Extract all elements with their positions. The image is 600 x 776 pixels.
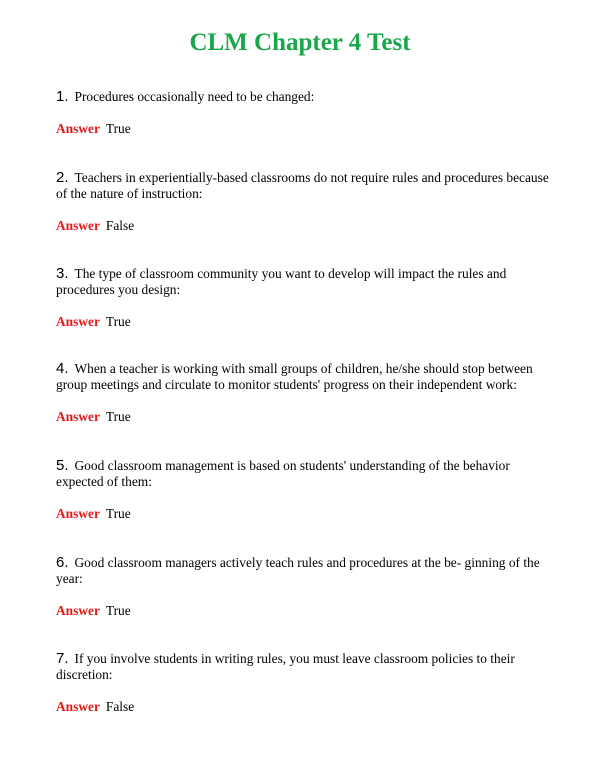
question-text-block: [56, 651, 556, 683]
question-text: Good classroom management is based on students' understanding of the behavior expected of them:: [56, 458, 510, 489]
question-text: If you involve students in writing rules, you must leave classroom policies to their discretion:: [56, 651, 515, 682]
question-number: 4.: [56, 360, 69, 377]
question-text: The type of classroom community you want to develop will impact the rules and procedures you design:: [56, 266, 507, 297]
answer-value: False: [105, 218, 135, 233]
question-text: When a teacher is working with small groups of children, he/she should stop between group meetings and circulate to monitor students' progress on their independent work:: [56, 361, 533, 392]
question-item: [56, 457, 556, 521]
answer-line: [56, 409, 131, 425]
question-item: [56, 88, 556, 136]
answer-line: [56, 603, 131, 619]
question-text-block: [56, 361, 556, 393]
question-text-block: [56, 89, 556, 105]
answer-value: True: [105, 409, 131, 424]
question-number: 1.: [56, 88, 69, 105]
answer-label: Answer: [56, 409, 100, 424]
question-text: Procedures occasionally need to be changed:: [74, 89, 315, 104]
answer-value: True: [105, 506, 131, 521]
answer-label: Answer: [56, 506, 100, 521]
question-text-block: [56, 266, 556, 298]
answer-line: [56, 699, 134, 715]
answer-line: [56, 121, 131, 137]
question-item: [56, 554, 556, 618]
question-text: Good classroom managers actively teach rules and procedures at the be- ginning of the year:: [56, 555, 540, 586]
question-item: [56, 169, 556, 233]
answer-line: [56, 314, 131, 330]
question-item: [56, 265, 556, 329]
answer-line: [56, 506, 131, 522]
question-number: 6.: [56, 554, 69, 571]
answer-label: Answer: [56, 699, 100, 714]
answer-label: Answer: [56, 121, 100, 136]
answer-value: True: [105, 314, 131, 329]
question-text-block: [56, 555, 556, 587]
answer-value: False: [105, 699, 135, 714]
question-item: [56, 360, 556, 424]
answer-label: Answer: [56, 314, 100, 329]
page-title: CLM Chapter 4 Test: [189, 29, 411, 56]
answer-value: True: [105, 121, 131, 136]
question-number: 3.: [56, 265, 69, 282]
answer-line: [56, 218, 134, 234]
question-number: 7.: [56, 650, 69, 667]
answer-label: Answer: [56, 603, 100, 618]
answer-value: True: [105, 603, 131, 618]
question-number: 5.: [56, 457, 69, 474]
question-text: Teachers in experientially-based classrooms do not require rules and procedures because of the nature of instruction:: [56, 170, 549, 201]
question-item: [56, 650, 556, 714]
answer-label: Answer: [56, 218, 100, 233]
question-text-block: [56, 170, 556, 202]
question-number: 2.: [56, 169, 69, 186]
question-text-block: [56, 458, 556, 490]
